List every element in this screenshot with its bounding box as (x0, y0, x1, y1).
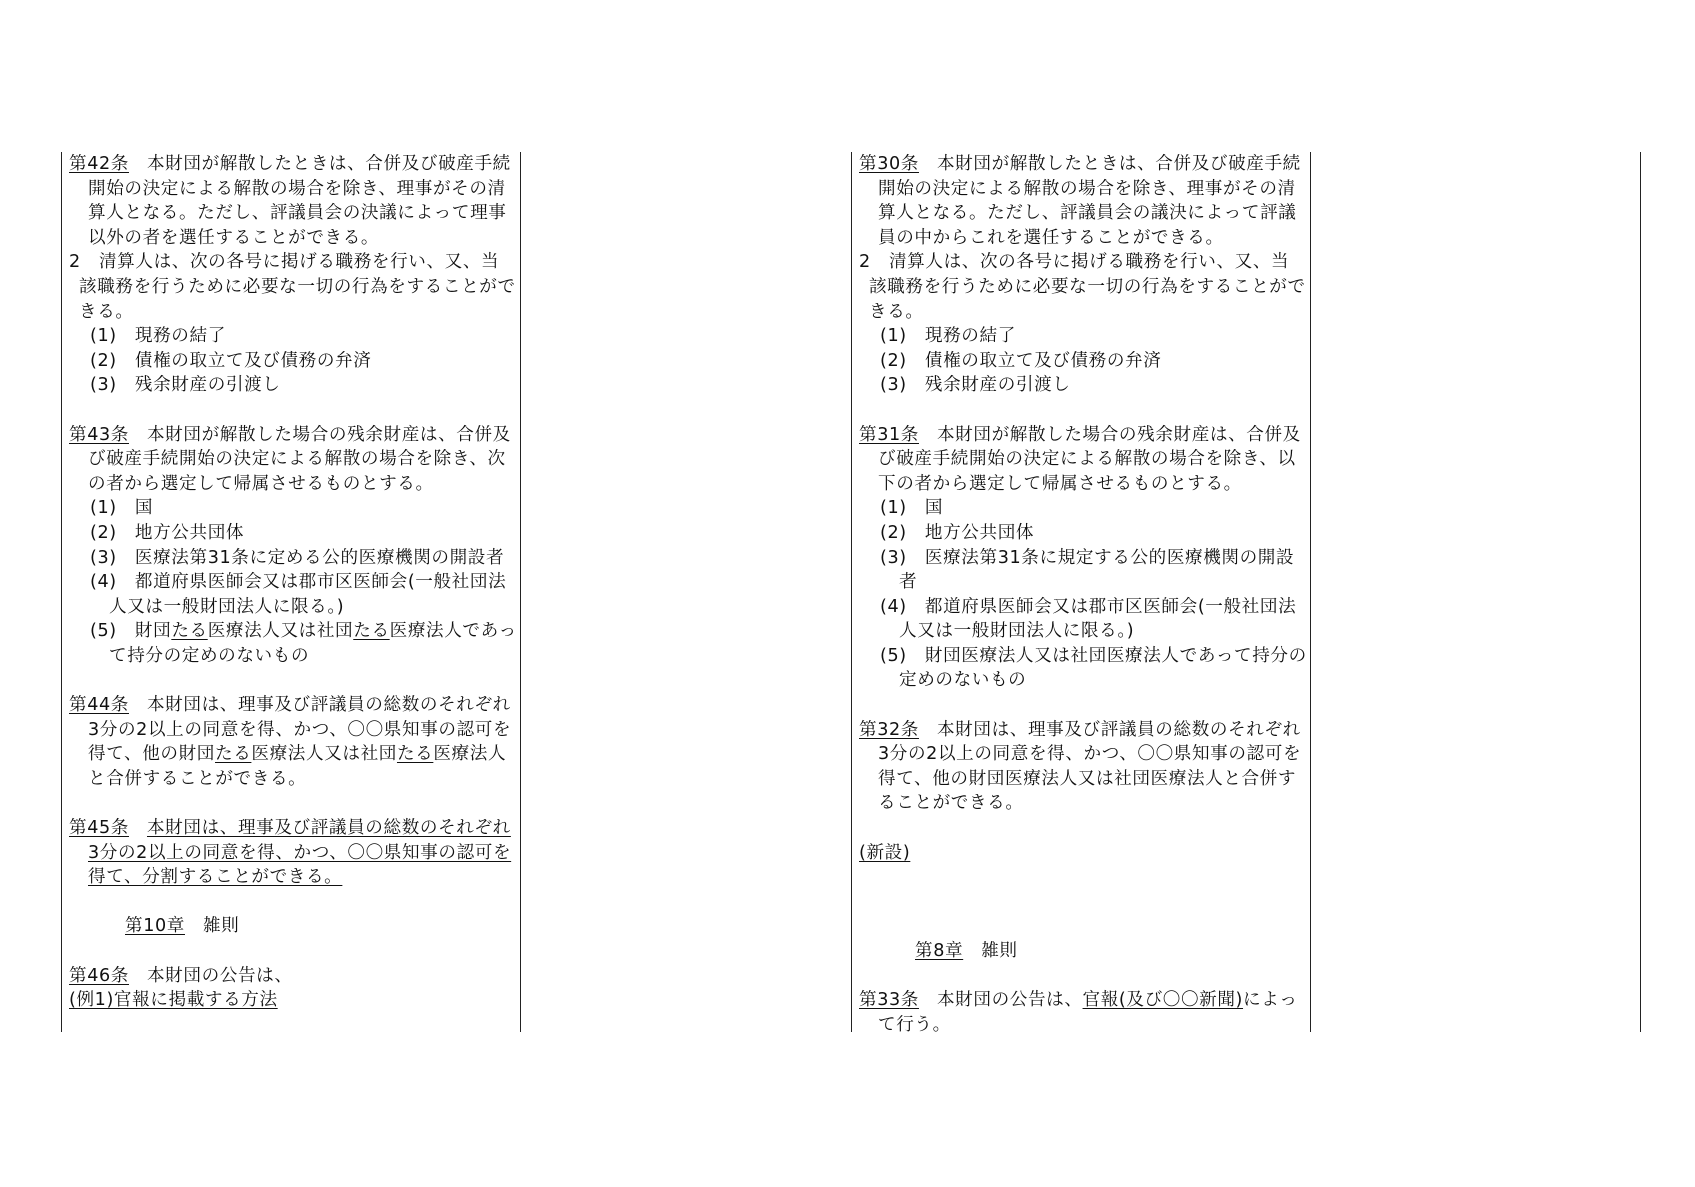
article-42-text: 本財団が解散したときは、合併及び破産手続開始の決定による解散の場合を除き、理事がその清算人となる。ただし、評議員会の決議によって理事以外の者を選任することができる。 (88, 154, 511, 248)
spacer (69, 398, 517, 423)
article-45-text: 本財団は、理事及び評議員の総数のそれぞれ3分の2以上の同意を得、かつ、〇〇県知事の認可を得て、分割することができる。 (88, 818, 512, 888)
article-43-text: 本財団が解散した場合の残余財産は、合併及び破産手続開始の決定による解散の場合を除き、次の者から選定して帰属させるものとする。 (88, 424, 511, 494)
article-44-text-c: 医療法人と合併することができる。 (88, 744, 507, 789)
chapter-8-number: 第8章 (915, 941, 964, 961)
spacer (69, 791, 517, 816)
article-31-text: 本財団が解散した場合の残余財産は、合併及び破産手続開始の決定による解散の場合を除き、以下の者から選定して帰属させるものとする。 (878, 424, 1301, 494)
article-44-number: 第44条 (69, 695, 129, 716)
article-43-number: 第43条 (69, 424, 129, 445)
chapter-10-title: 雑則 (202, 916, 240, 937)
spacer (859, 890, 1307, 915)
article-45-number: 第45条 (69, 818, 129, 839)
spacer (859, 398, 1307, 423)
left-column (69, 152, 517, 1013)
article-33-number: 第33条 (859, 990, 919, 1011)
article-44-text-b: 医療法人又は社団 (251, 744, 397, 765)
article-44-text-a: 本財団は、理事及び評議員の総数のそれぞれ3分の2以上の同意を得、かつ、〇〇県知事の認可を得て、他の財団 (88, 695, 512, 765)
article-42-item-2: (2) 債権の取立て及び債務の弁済 (90, 350, 372, 371)
article-32-number: 第32条 (859, 719, 919, 740)
article-43-item-5 (69, 619, 517, 668)
article-30-item-1: (1) 現務の結了 (880, 326, 1016, 347)
article-45 (69, 816, 517, 890)
left-column-border-right (520, 152, 521, 1032)
article-31-item-4: (4) 都道府県医師会又は郡市区医師会(一般社団法人又は一般財団法人に限る。) (880, 596, 1297, 642)
article-46 (69, 964, 517, 989)
article-46-text: 本財団の公告は、 (146, 965, 293, 986)
article-43 (69, 423, 517, 497)
spacer (859, 816, 1307, 841)
right-column (859, 152, 1307, 1037)
right-column-border-right (1310, 152, 1311, 1032)
item-5-text-b: 医療法人又は社団 (207, 621, 354, 642)
chapter-10-heading (69, 914, 517, 939)
article-46-number: 第46条 (69, 965, 129, 986)
item-5-underline-2: たる (353, 621, 390, 642)
new-provision-text: (新設) (859, 842, 911, 863)
article-43-item-3: (3) 医療法第31条に定める公的医療機関の開設者 (90, 547, 505, 568)
new-provision-mark (859, 841, 1307, 866)
article-30 (859, 152, 1307, 250)
item-5-text-c: 医療法人であって持分の定めのないもの (109, 621, 517, 666)
article-30-number: 第30条 (859, 154, 919, 174)
article-31 (859, 423, 1307, 497)
chapter-10-number: 第10章 (125, 916, 185, 937)
article-42-paragraph-2: 2 清算人は、次の各号に掲げる職務を行い、又、当該職務を行うために必要な一切の行為をすることができる。 (69, 252, 516, 322)
article-30-item-2: (2) 債権の取立て及び債務の弁済 (880, 350, 1162, 371)
spacer (69, 890, 517, 915)
item-5-underline-1: たる (171, 621, 208, 642)
spacer (859, 964, 1307, 989)
article-30-item-3: (3) 残余財産の引渡し (880, 375, 1071, 396)
article-33 (859, 988, 1307, 1037)
article-31-item-3: (3) 医療法第31条に規定する公的医療機関の開設者 (880, 547, 1295, 593)
article-31-item-2: (2) 地方公共団体 (880, 522, 1035, 543)
item-5-text-a: (5) 財団 (90, 621, 172, 642)
article-46-example-1-text: (例1)官報に掲載する方法 (69, 990, 278, 1011)
article-46-example-1 (69, 988, 517, 1013)
spacer (69, 939, 517, 964)
article-42-number: 第42条 (69, 154, 129, 174)
spacer (859, 865, 1307, 890)
article-44-underline-2: たる (396, 744, 434, 765)
article-31-item-1: (1) 国 (880, 498, 944, 519)
article-30-paragraph-2: 2 清算人は、次の各号に掲げる職務を行い、又、当該職務を行うために必要な一切の行為をすることができる。 (859, 252, 1306, 322)
article-31-number: 第31条 (859, 424, 919, 445)
chapter-8-heading (859, 939, 1307, 964)
article-44 (69, 693, 517, 791)
article-43-item-1: (1) 国 (90, 498, 154, 519)
article-42-item-1: (1) 現務の結了 (90, 326, 226, 347)
article-43-item-2: (2) 地方公共団体 (90, 522, 245, 543)
article-33-text-b: によって行う。 (878, 990, 1298, 1035)
right-column-border-left (851, 152, 852, 1032)
article-32 (859, 718, 1307, 816)
chapter-8-title: 雑則 (981, 941, 1018, 961)
spacer (69, 668, 517, 693)
article-31-item-5: (5) 財団医療法人又は社団医療法人であって持分の定めのないもの (880, 645, 1307, 691)
article-33-underline: 官報(及び〇〇新聞) (1082, 990, 1244, 1011)
left-column-border-left (61, 152, 62, 1032)
article-43-item-4: (4) 都道府県医師会又は郡市区医師会(一般社団法人又は一般財団法人に限る。) (90, 572, 507, 617)
outer-border-right (1640, 152, 1641, 1032)
article-33-text-a: 本財団の公告は、 (936, 990, 1083, 1011)
spacer (859, 693, 1307, 718)
article-32-text: 本財団は、理事及び評議員の総数のそれぞれ3分の2以上の同意を得、かつ、〇〇県知事の認可を得て、他の財団医療法人又は社団医療法人と合併することができる。 (878, 719, 1302, 814)
article-30-text: 本財団が解散したときは、合併及び破産手続開始の決定による解散の場合を除き、理事がその清算人となる。ただし、評議員会の議決によって評議員の中からこれを選任することができる。 (878, 154, 1301, 248)
spacer (859, 914, 1307, 939)
article-44-underline-1: たる (215, 744, 252, 765)
article-42 (69, 152, 517, 250)
article-42-item-3: (3) 残余財産の引渡し (90, 375, 281, 396)
